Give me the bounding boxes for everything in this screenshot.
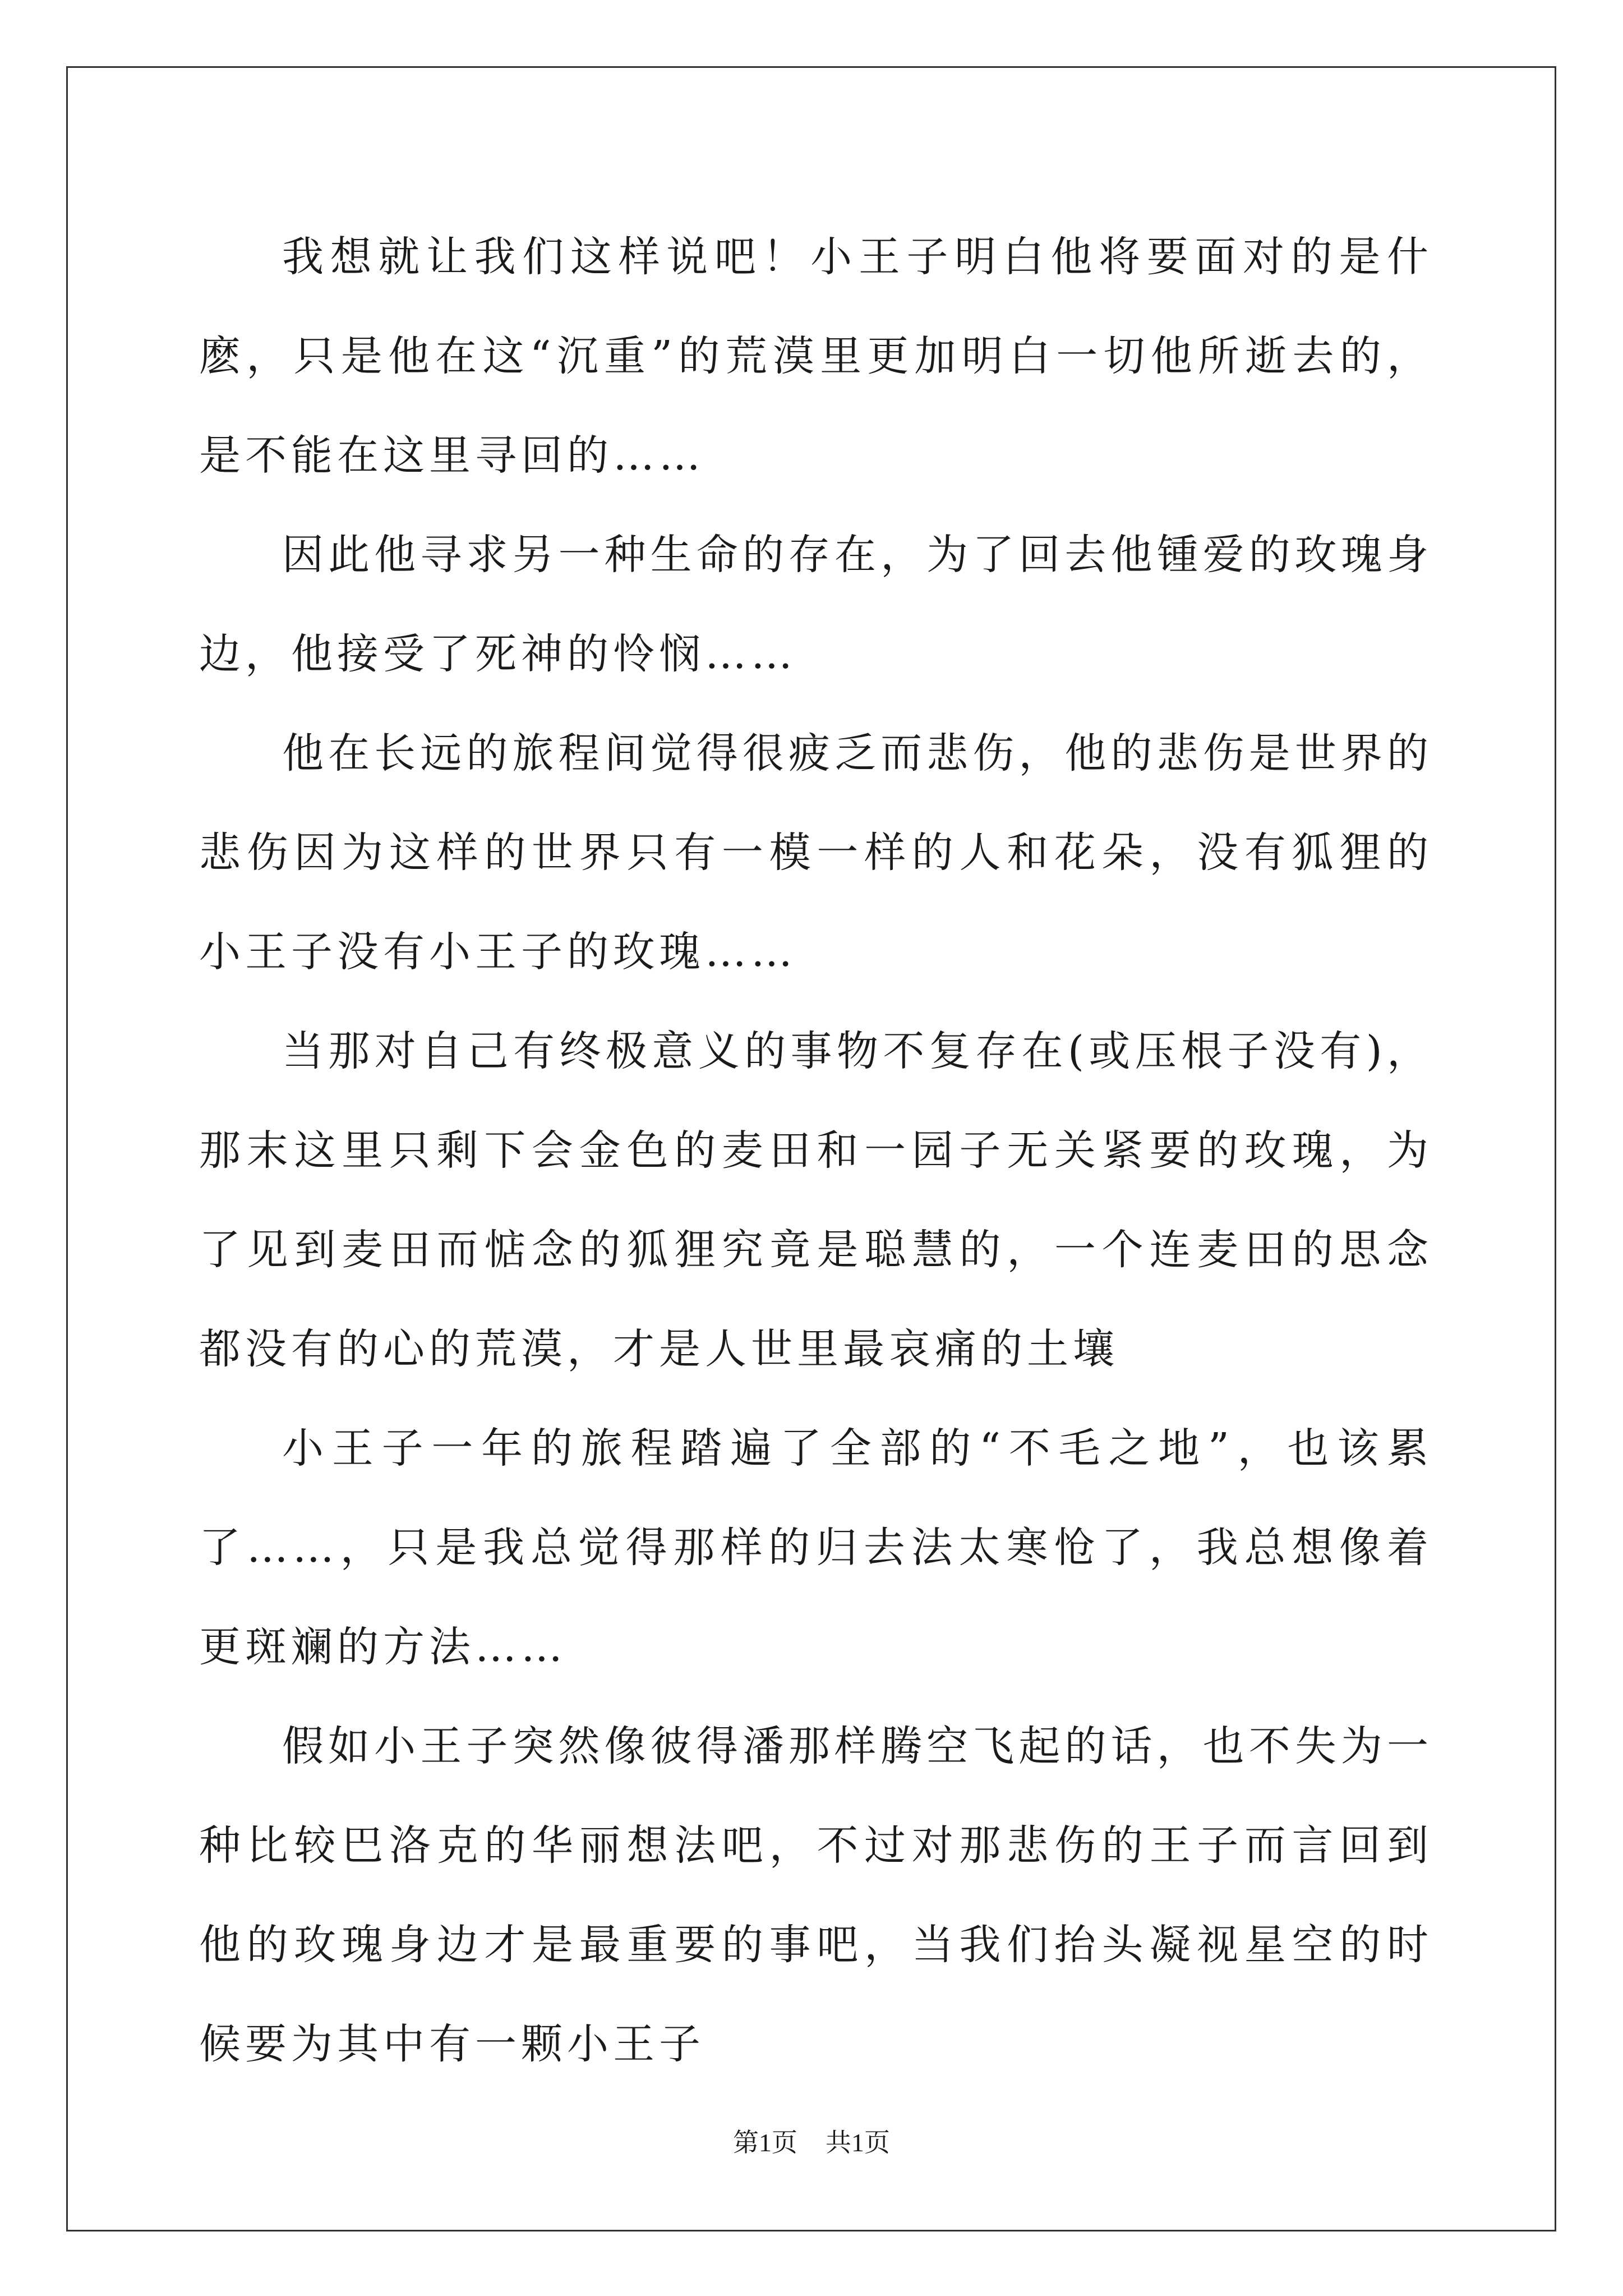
paragraph-2: 因此他寻求另一种生命的存在，为了回去他锺爱的玫瑰身边，他接受了死神的怜悯…… <box>199 531 1433 678</box>
page-total: 共1页 <box>826 2128 890 2157</box>
paragraph-5: 小王子一年的旅程踏遍了全部的“不毛之地”，也该累了……，只是我总觉得那样的归去法太寒怆了，我总想像着更斑斓的方法…… <box>199 1424 1433 1671</box>
document-body <box>199 208 1433 2094</box>
paragraph-6: 假如小王子突然像彼得潘那样腾空飞起的话，也不失为一种比较巴洛克的华丽想法吧，不过对那悲伤的王子而言回到他的玫瑰身边才是最重要的事吧，当我们抬头凝视星空的时候要为其中有一颗小王子 <box>199 1722 1433 2068</box>
paragraph-4: 当那对自己有终极意义的事物不复存在(或压根子没有)，那末这里只剩下会金色的麦田和一园子无关紧要的玫瑰，为了见到麦田而惦念的狐狸究竟是聪慧的，一个连麦田的思念都没有的心的荒漠，才是人世里最哀痛的土壤 <box>199 1027 1433 1373</box>
paragraph-3: 他在长远的旅程间觉得很疲乏而悲伤，他的悲伤是世界的悲伤因为这样的世界只有一模一样的人和花朵，没有狐狸的小王子没有小王子的玫瑰…… <box>199 729 1433 976</box>
page-footer <box>0 2126 1623 2160</box>
page-number: 第1页 <box>733 2128 797 2157</box>
paragraph-1: 我想就让我们这样说吧！小王子明白他将要面对的是什麽，只是他在这“沉重”的荒漠里更加明白一切他所逝去的，是不能在这里寻回的…… <box>199 233 1433 480</box>
